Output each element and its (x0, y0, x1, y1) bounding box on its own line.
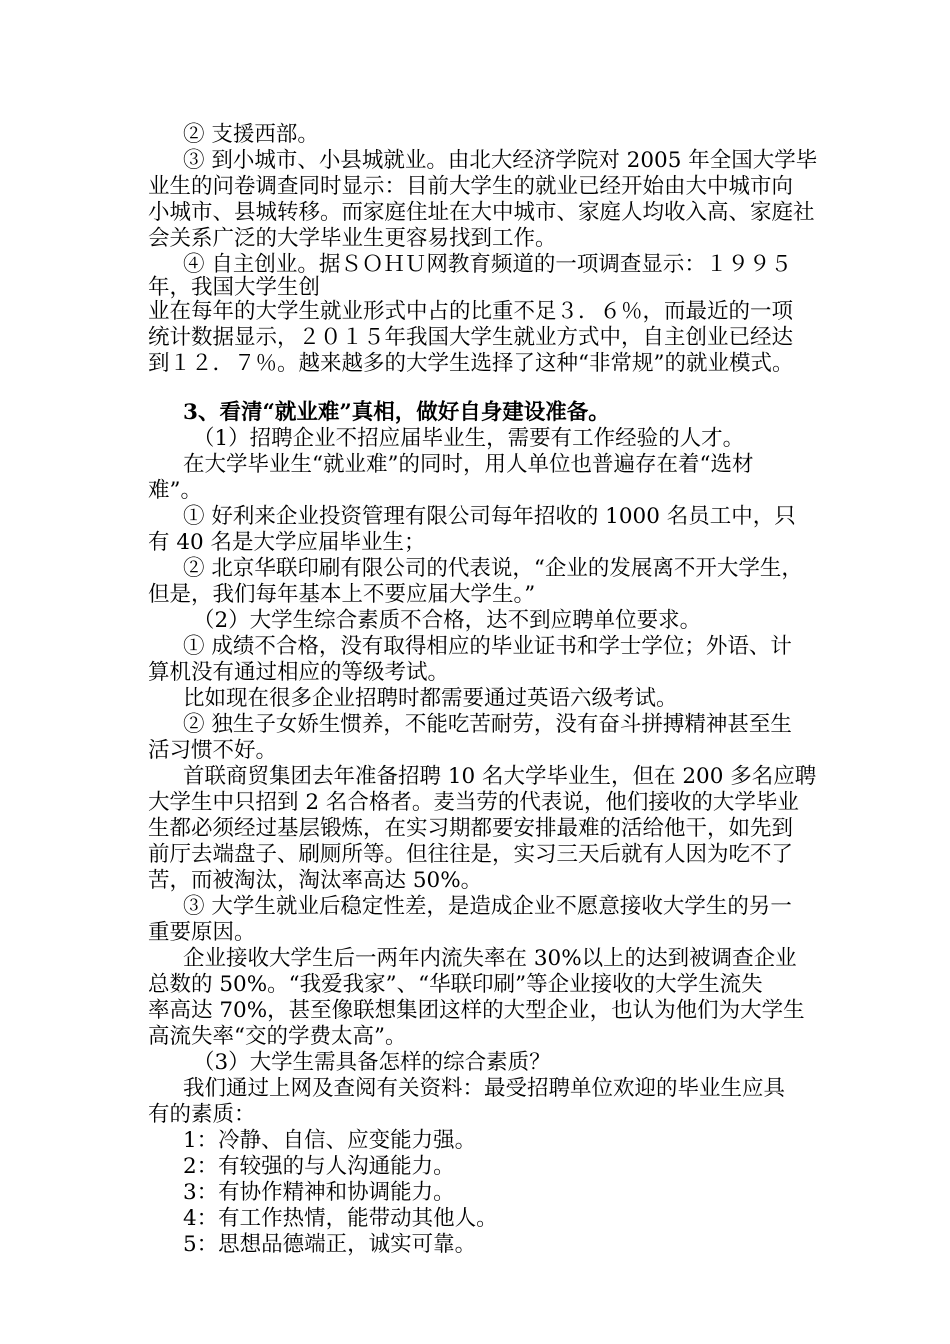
text-line: ① 好利来企业投资管理有限公司每年招收的 1000 名员工中，只 (183, 504, 796, 529)
text-line: ② 支援西部。 (183, 122, 319, 147)
text-line: 业生的问卷调查同时显示：目前大学生的就业已经开始由大中城市向 (148, 174, 794, 199)
text-line: 总数的 50%。“我爱我家”、“华联印刷”等企业接收的大学生流失 (148, 972, 763, 997)
text-line: 业在每年的大学生就业形式中占的比重不足３．６％，而最近的一项 (148, 299, 794, 324)
text-line: ② 独生子女娇生惯养，不能吃苦耐劳，没有奋斗拼搏精神甚至生 (183, 712, 792, 737)
text-line: 企业接收大学生后一两年内流失率在 30%以上的达到被调查企业 (183, 946, 797, 971)
text-line: 难”。 (148, 478, 202, 503)
list-item: 2：有较强的与人沟通能力。 (183, 1154, 455, 1179)
text-line: 会关系广泛的大学毕业生更容易找到工作。 (148, 226, 557, 251)
text-line: 比如现在很多企业招聘时都需要通过英语六级考试。 (183, 686, 678, 711)
text-line: 我们通过上网及查阅有关资料：最受招聘单位欢迎的毕业生应具 (183, 1076, 786, 1101)
text-line: 苦，而被淘汰，淘汰率高达 50%。 (148, 868, 483, 893)
list-item: 5：思想品德端正，诚实可靠。 (183, 1232, 477, 1257)
section-heading: 3、看清“就业难”真相，做好自身建设准备。 (183, 400, 610, 425)
subsection-heading: （1）招聘企业不招应届毕业生，需要有工作经验的人才。 (193, 426, 745, 451)
text-line: 在大学毕业生“就业难”的同时，用人单位也普遍存在着“选材 (183, 452, 754, 477)
text-line: 统计数据显示，２０１５年我国大学生就业方式中，自主创业已经达 (148, 325, 794, 350)
text-line: 有的素质： (148, 1102, 256, 1127)
text-line: 率高达 70%，甚至像联想集团这样的大型企业，也认为他们为大学生 (148, 998, 805, 1023)
list-item: 4：有工作热情，能带动其他人。 (183, 1206, 498, 1231)
text-line: ② 北京华联印刷有限公司的代表说，“企业的发展离不开大学生， (183, 556, 803, 581)
text-line: 高流失率“交的学费太高”。 (148, 1024, 407, 1049)
subsection-heading: （2）大学生综合素质不合格，达不到应聘单位要求。 (193, 608, 702, 633)
text-line: 大学生中只招到 2 名合格者。麦当劳的代表说，他们接收的大学毕业 (148, 790, 799, 815)
text-line: 重要原因。 (148, 920, 256, 945)
list-item: 3：有协作精神和协调能力。 (183, 1180, 455, 1205)
text-line: 但是，我们每年基本上不要应届大学生。” (148, 582, 536, 607)
text-line: 有 40 名是大学应届毕业生； (148, 530, 426, 555)
text-line: 前厅去端盘子、刷厕所等。但往往是，实习三天后就有人因为吃不了 (148, 842, 794, 867)
list-item: 1：冷静、自信、应变能力强。 (183, 1128, 477, 1153)
text-line: ③ 到小城市、小县城就业。由北大经济学院对 2005 年全国大学毕 (183, 148, 818, 173)
text-line: 首联商贸集团去年准备招聘 10 名大学毕业生，但在 200 多名应聘 (183, 764, 817, 789)
text-line: 小城市、县城转移。而家庭住址在大中城市、家庭人均收入高、家庭社 (148, 200, 815, 225)
text-line: ① 成绩不合格，没有取得相应的毕业证书和学士学位；外语、计 (183, 634, 792, 659)
subsection-heading: （3）大学生需具备怎样的综合素质？ (193, 1050, 551, 1075)
text-line: 活习惯不好。 (148, 738, 278, 763)
text-line: ③ 大学生就业后稳定性差，是造成企业不愿意接收大学生的另一 (183, 894, 792, 919)
text-line: 算机没有通过相应的等级考试。 (148, 660, 450, 685)
text-line: 到１２．７％。越来越多的大学生选择了这种“非常规”的就业模式。 (148, 351, 794, 376)
text-line: 年，我国大学生创 (148, 275, 321, 300)
text-line: ④ 自主创业。据ＳＯＨＵ网教育频道的一项调查显示：１９９５ (183, 252, 792, 277)
text-line: 生都必须经过基层锻炼，在实习期都要安排最难的活给他干，如先到 (148, 816, 794, 841)
